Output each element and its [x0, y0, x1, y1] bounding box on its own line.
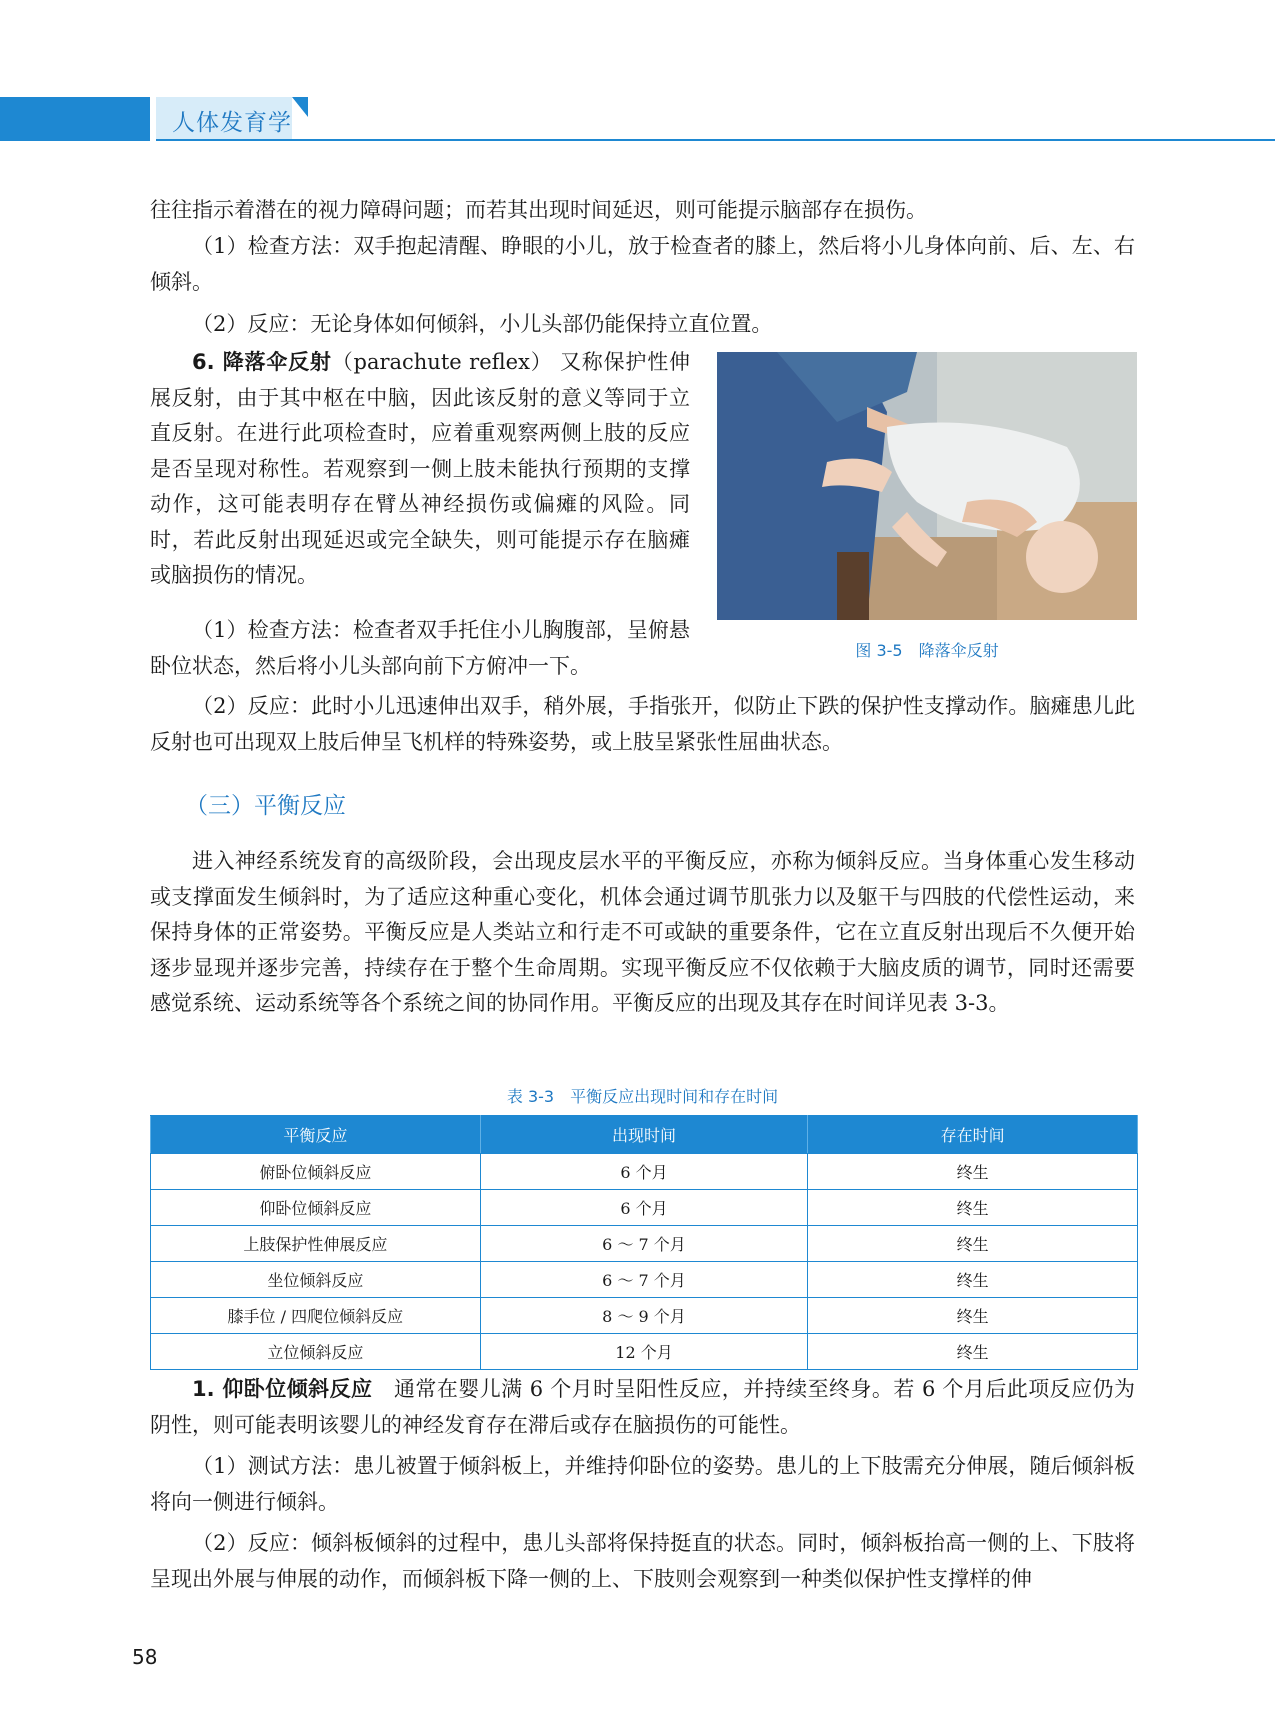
- table-cell: 8 ～ 9 个月: [480, 1298, 808, 1334]
- paragraph-heading: 1. 仰卧位倾斜反应: [192, 1377, 373, 1401]
- table-row: [151, 1226, 1138, 1262]
- paragraph-body: （parachute reflex） 又称保护性伸展反射，由于其中枢在中脑，因此该反射的意义等同于立直反射。在进行此项检查时，应着重观察两侧上肢的反应是否呈现对称性。若观察到一侧上肢未能执行预期的支撑动作，这可能表明存在臂丛神经损伤或偏瘫的风险。同时，若此反射出现延迟或完全缺失，则可能提示存在脑瘫或脑损伤的情况。: [150, 350, 690, 587]
- figure-caption: 图 3-5 降落伞反射: [855, 641, 999, 660]
- section-heading: （三）平衡反应: [185, 793, 346, 819]
- table-cell: 终生: [808, 1298, 1138, 1334]
- paragraph: （2）反应：此时小儿迅速伸出双手，稍外展，手指张开，似防止下跌的保护性支撑动作。脑瘫患儿此反射也可出现双上肢后伸呈飞机样的特殊姿势，或上肢呈紧张性屈曲状态。: [150, 694, 1135, 754]
- paragraph: 往往指示着潜在的视力障碍问题；而若其出现时间延迟，则可能提示脑部存在损伤。: [150, 198, 927, 222]
- column-header: 平衡反应: [151, 1116, 481, 1154]
- paragraph: （1）测试方法：患儿被置于倾斜板上，并维持仰卧位的姿势。患儿的上下肢需充分伸展，随后倾斜板将向一侧进行倾斜。: [150, 1454, 1135, 1514]
- table-cell: 6 个月: [480, 1190, 808, 1226]
- paragraph-supine-tilt: [150, 1372, 1135, 1443]
- paragraph: （1）检查方法：双手抱起清醒、睁眼的小儿，放于检查者的膝上，然后将小儿身体向前、后、左、右倾斜。: [150, 234, 1135, 294]
- paragraph-parachute: [150, 345, 690, 594]
- header-rule: [156, 139, 1275, 141]
- paragraph-heading: 6. 降落伞反射: [192, 350, 332, 374]
- table-cell: 坐位倾斜反应: [151, 1262, 481, 1298]
- parachute-reflex-photo: [717, 352, 1137, 620]
- header-accent-bar: [0, 97, 150, 139]
- table-cell: 终生: [808, 1334, 1138, 1370]
- table-caption: 表 3-3 平衡反应出现时间和存在时间: [506, 1087, 779, 1106]
- book-title: 人体发育学: [172, 110, 292, 136]
- table-row: [151, 1154, 1138, 1190]
- table-cell: 俯卧位倾斜反应: [151, 1154, 481, 1190]
- table-cell: 上肢保护性伸展反应: [151, 1226, 481, 1262]
- paragraph: 进入神经系统发育的高级阶段，会出现皮层水平的平衡反应，亦称为倾斜反应。当身体重心发生移动或支撑面发生倾斜时，为了适应这种重心变化，机体会通过调节肌张力以及躯干与四肢的代偿性运动，来保持身体的正常姿势。平衡反应是人类站立和行走不可或缺的重要条件，它在立直反射出现后不久便开始逐步显现并逐步完善，持续存在于整个生命周期。实现平衡反应不仅依赖于大脑皮质的调节，同时还需要感觉系统、运动系统等各个系统之间的协同作用。平衡反应的出现及其存在时间详见表 3-3。: [150, 849, 1135, 1015]
- table-header-row: [151, 1116, 1138, 1154]
- column-header: 出现时间: [480, 1116, 808, 1154]
- table-cell: 12 个月: [480, 1334, 808, 1370]
- table-cell: 仰卧位倾斜反应: [151, 1190, 481, 1226]
- table-cell: 立位倾斜反应: [151, 1334, 481, 1370]
- header-corner: [292, 97, 308, 117]
- table-row: [151, 1262, 1138, 1298]
- table-cell: 终生: [808, 1154, 1138, 1190]
- photo-illustration: [717, 352, 1137, 620]
- paragraph: （2）反应：无论身体如何倾斜，小儿头部仍能保持立直位置。: [192, 312, 773, 336]
- table-cell: 6 个月: [480, 1154, 808, 1190]
- table-row: [151, 1334, 1138, 1370]
- table-cell: 6 ～ 7 个月: [480, 1226, 808, 1262]
- table-cell: 终生: [808, 1262, 1138, 1298]
- column-header: 存在时间: [808, 1116, 1138, 1154]
- page-number: 58: [132, 1645, 158, 1669]
- header-rule-left: [0, 139, 150, 141]
- table-cell: 6 ～ 7 个月: [480, 1262, 808, 1298]
- balance-reaction-table: [150, 1115, 1138, 1370]
- table-cell: 终生: [808, 1190, 1138, 1226]
- paragraph-body: 通常在婴儿满 6 个月时呈阳性反应，并持续至终身。若 6 个月后此项反应仍为阴性，则可能表明该婴儿的神经发育存在滞后或存在脑损伤的可能性。: [150, 1377, 1136, 1437]
- paragraph: （1）检查方法：检查者双手托住小儿胸腹部，呈俯悬卧位状态，然后将小儿头部向前下方俯冲一下。: [150, 618, 690, 678]
- paragraph: （2）反应：倾斜板倾斜的过程中，患儿头部将保持挺直的状态。同时，倾斜板抬高一侧的上、下肢将呈现出外展与伸展的动作，而倾斜板下降一侧的上、下肢则会观察到一种类似保护性支撑样的伸: [150, 1531, 1135, 1591]
- table-row: [151, 1298, 1138, 1334]
- table-cell: 终生: [808, 1226, 1138, 1262]
- table-row: [151, 1190, 1138, 1226]
- table-cell: 膝手位 / 四爬位倾斜反应: [151, 1298, 481, 1334]
